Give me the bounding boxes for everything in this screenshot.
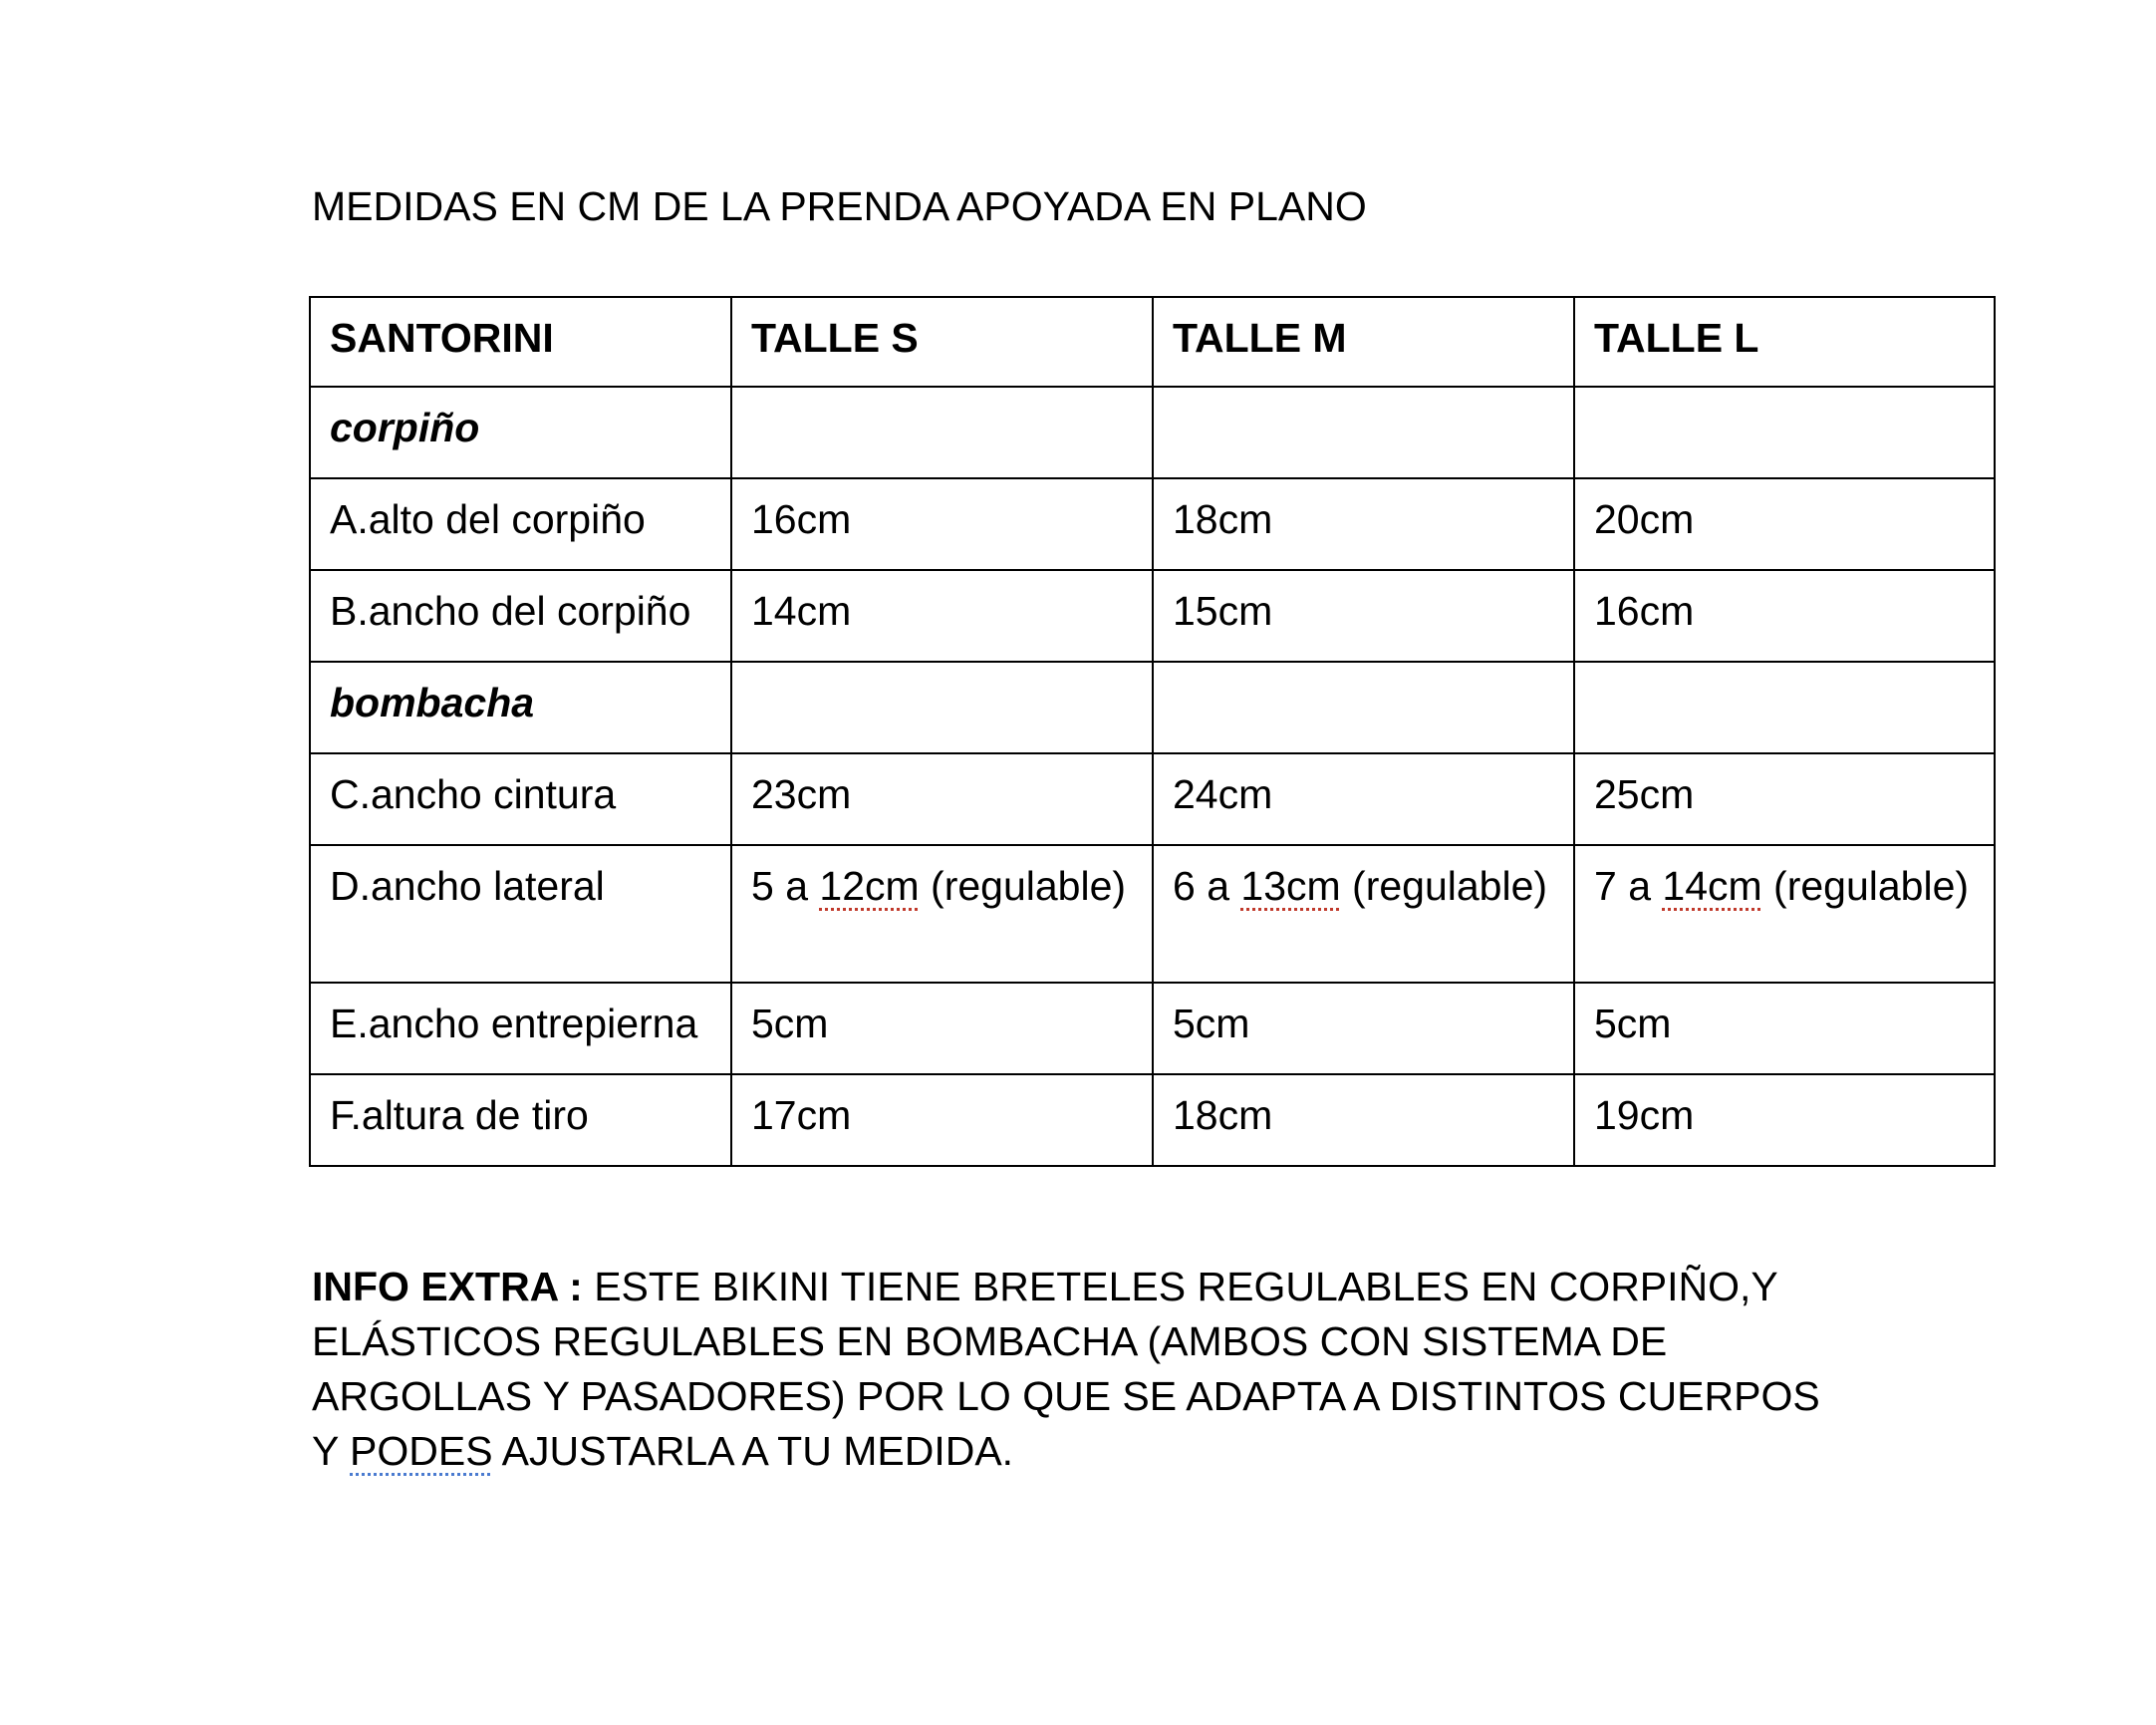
info-extra-paragraph [312,1260,2006,1479]
grammar-flagged-word[interactable]: PODES [350,1428,493,1474]
value-cell-s: 16cm [731,478,1153,570]
row-label-cell: E.ancho entrepierna [310,983,731,1074]
size-chart-table [309,296,1996,1167]
info-line-2: ELÁSTICOS REGULABLES EN BOMBACHA (AMBOS CON SISTEMA DE [312,1318,1668,1364]
info-extra-label: INFO EXTRA : [312,1264,583,1309]
header-cell-talle-m: TALLE M [1153,297,1574,387]
header-cell-talle-l: TALLE L [1574,297,1995,387]
value-cell-s: 14cm [731,570,1153,662]
value-cell-l: 7 a 14cm (regulable) [1574,845,1995,983]
table-row [310,570,1995,662]
value-cell-m: 18cm [1153,478,1574,570]
info-line-3: ARGOLLAS Y PASADORES) POR LO QUE SE ADAPTA A DISTINTOS CUERPOS [312,1373,1820,1419]
header-cell-talle-s: TALLE S [731,297,1153,387]
table-row [310,753,1995,845]
table-row [310,983,1995,1074]
row-label-cell: B.ancho del corpiño [310,570,731,662]
value-cell-l: 16cm [1574,570,1995,662]
empty-cell [731,662,1153,753]
table-row [310,478,1995,570]
value-cell-s: 17cm [731,1074,1153,1166]
empty-cell [1574,387,1995,478]
empty-cell [1153,387,1574,478]
spellcheck-flagged-word[interactable]: 12cm [819,863,920,909]
table-header-row [310,297,1995,387]
value-cell-l: 25cm [1574,753,1995,845]
value-cell-m: 24cm [1153,753,1574,845]
section-label-cell: bombacha [310,662,731,753]
value-cell-s: 23cm [731,753,1153,845]
value-cell-l: 20cm [1574,478,1995,570]
spellcheck-flagged-word[interactable]: 14cm [1662,863,1762,909]
info-line-1: INFO EXTRA : ESTE BIKINI TIENE BRETELES REGULABLES EN CORPIÑO,Y [312,1264,1778,1309]
section-row-bombacha [310,662,1995,753]
value-cell-l: 5cm [1574,983,1995,1074]
row-label-cell: F.altura de tiro [310,1074,731,1166]
empty-cell [1153,662,1574,753]
table-row [310,845,1995,983]
value-cell-m: 6 a 13cm (regulable) [1153,845,1574,983]
value-cell-s: 5 a 12cm (regulable) [731,845,1153,983]
table-row [310,1074,1995,1166]
spellcheck-flagged-word[interactable]: 13cm [1240,863,1341,909]
value-cell-m: 15cm [1153,570,1574,662]
info-line-4: Y PODES AJUSTARLA A TU MEDIDA. [312,1428,1014,1474]
value-cell-m: 5cm [1153,983,1574,1074]
section-row-corpino [310,387,1995,478]
row-label-cell: C.ancho cintura [310,753,731,845]
value-cell-l: 19cm [1574,1074,1995,1166]
row-label-cell: A.alto del corpiño [310,478,731,570]
row-label-cell: D.ancho lateral [310,845,731,983]
section-label-cell: corpiño [310,387,731,478]
value-cell-s: 5cm [731,983,1153,1074]
empty-cell [731,387,1153,478]
empty-cell [1574,662,1995,753]
document-title: MEDIDAS EN CM DE LA PRENDA APOYADA EN PLANO [312,183,1367,229]
header-cell-model: SANTORINI [310,297,731,387]
value-cell-m: 18cm [1153,1074,1574,1166]
